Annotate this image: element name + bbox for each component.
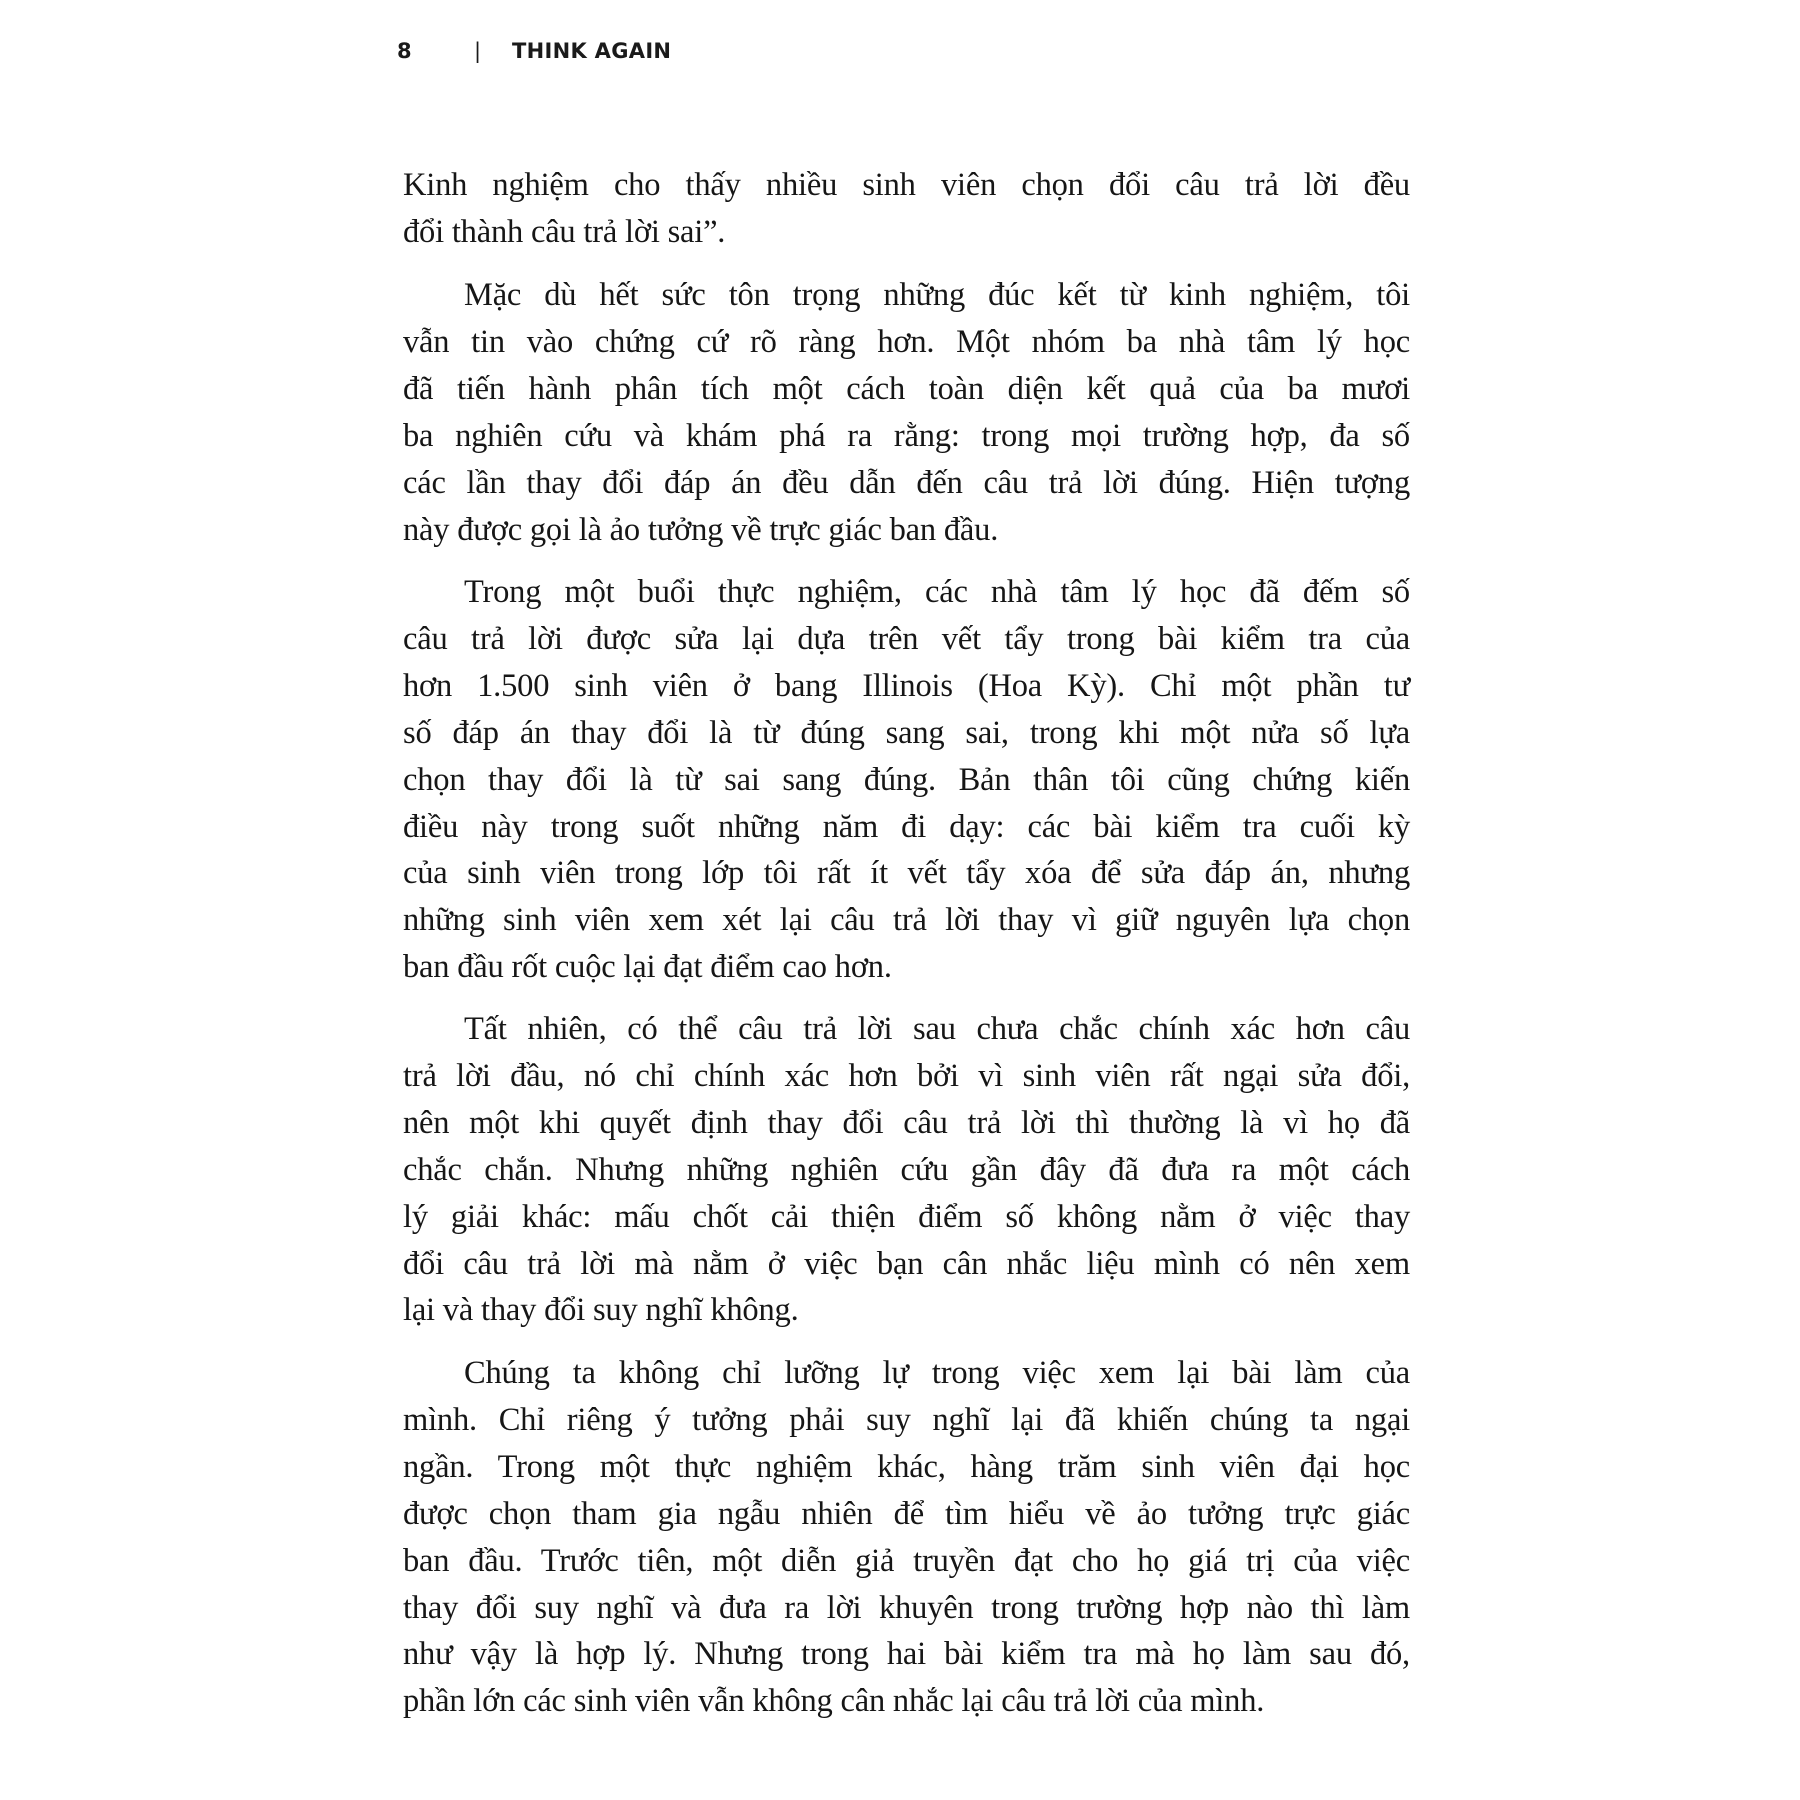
text-line: như vậy là hợp lý. Nhưng trong hai bài kiểm tra mà họ làm sau đó, <box>403 1636 1410 1673</box>
paragraph <box>403 1350 1410 1725</box>
text-line: ba nghiên cứu và khám phá ra rằng: trong mọi trường hợp, đa số <box>403 417 1410 454</box>
text-line: các lần thay đổi đáp án đều dẫn đến câu trả lời đúng. Hiện tượng <box>403 464 1410 501</box>
text-line: điều này trong suốt những năm đi dạy: các bài kiểm tra cuối kỳ <box>403 808 1410 845</box>
text-line: nên một khi quyết định thay đổi câu trả lời thì thường là vì họ đã <box>403 1104 1410 1141</box>
running-title: THINK AGAIN <box>512 39 672 63</box>
text-line: ban đầu rốt cuộc lại đạt điểm cao hơn. <box>403 949 892 986</box>
text-line: Mặc dù hết sức tôn trọng những đúc kết từ kinh nghiệm, tôi <box>464 277 1410 313</box>
text-line: của sinh viên trong lớp tôi rất ít vết tẩy xóa để sửa đáp án, nhưng <box>403 855 1410 892</box>
text-line: mình. Chỉ riêng ý tưởng phải suy nghĩ lại đã khiến chúng ta ngại <box>403 1401 1410 1438</box>
text-line: lý giải khác: mấu chốt cải thiện điểm số không nằm ở việc thay <box>403 1198 1410 1235</box>
text-line: phần lớn các sinh viên vẫn không cân nhắc lại câu trả lời của mình. <box>403 1683 1265 1720</box>
text-line: vẫn tin vào chứng cứ rõ ràng hơn. Một nhóm ba nhà tâm lý học <box>403 323 1410 360</box>
page-number: 8 <box>397 39 412 63</box>
text-line: thay đổi suy nghĩ và đưa ra lời khuyên trong trường hợp nào thì làm <box>403 1589 1410 1626</box>
text-line: đổi thành câu trả lời sai”. <box>403 213 726 250</box>
text-line: những sinh viên xem xét lại câu trả lời thay vì giữ nguyên lựa chọn <box>403 902 1410 939</box>
text-line: chắc chắn. Nhưng những nghiên cứu gần đây đã đưa ra một cách <box>403 1151 1410 1188</box>
text-line: Trong một buổi thực nghiệm, các nhà tâm lý học đã đếm số <box>464 574 1410 610</box>
paragraph <box>403 1006 1410 1334</box>
text-line: được chọn tham gia ngẫu nhiên để tìm hiểu về ảo tưởng trực giác <box>403 1495 1410 1532</box>
header-separator: | <box>474 39 482 63</box>
text-line: trả lời đầu, nó chỉ chính xác hơn bởi vì sinh viên rất ngại sửa đổi, <box>403 1057 1410 1094</box>
paragraph <box>403 569 1410 991</box>
text-line: đổi câu trả lời mà nằm ở việc bạn cân nhắc liệu mình có nên xem <box>403 1245 1410 1282</box>
text-line: Chúng ta không chỉ lưỡng lự trong việc xem lại bài làm của <box>464 1355 1410 1391</box>
paragraph <box>403 272 1410 553</box>
text-line: hơn 1.500 sinh viên ở bang Illinois (Hoa Kỳ). Chỉ một phần tư <box>403 667 1410 704</box>
text-line: đã tiến hành phân tích một cách toàn diện kết quả của ba mươi <box>403 370 1410 407</box>
text-line: chọn thay đổi là từ sai sang đúng. Bản thân tôi cũng chứng kiến <box>403 761 1410 798</box>
text-line: ngần. Trong một thực nghiệm khác, hàng trăm sinh viên đại học <box>403 1448 1410 1485</box>
text-line: số đáp án thay đổi là từ đúng sang sai, trong khi một nửa số lựa <box>403 714 1410 751</box>
text-line: câu trả lời được sửa lại dựa trên vết tẩy trong bài kiểm tra của <box>403 620 1410 657</box>
text-line: ban đầu. Trước tiên, một diễn giả truyền đạt cho họ giá trị của việc <box>403 1542 1410 1579</box>
text-line: này được gọi là ảo tưởng về trực giác ban đầu. <box>403 511 999 548</box>
paragraph <box>403 162 1410 256</box>
text-line: Kinh nghiệm cho thấy nhiều sinh viên chọn đổi câu trả lời đều <box>403 167 1410 203</box>
text-line: Tất nhiên, có thể câu trả lời sau chưa chắc chính xác hơn câu <box>464 1011 1410 1047</box>
text-line: lại và thay đổi suy nghĩ không. <box>403 1292 799 1329</box>
